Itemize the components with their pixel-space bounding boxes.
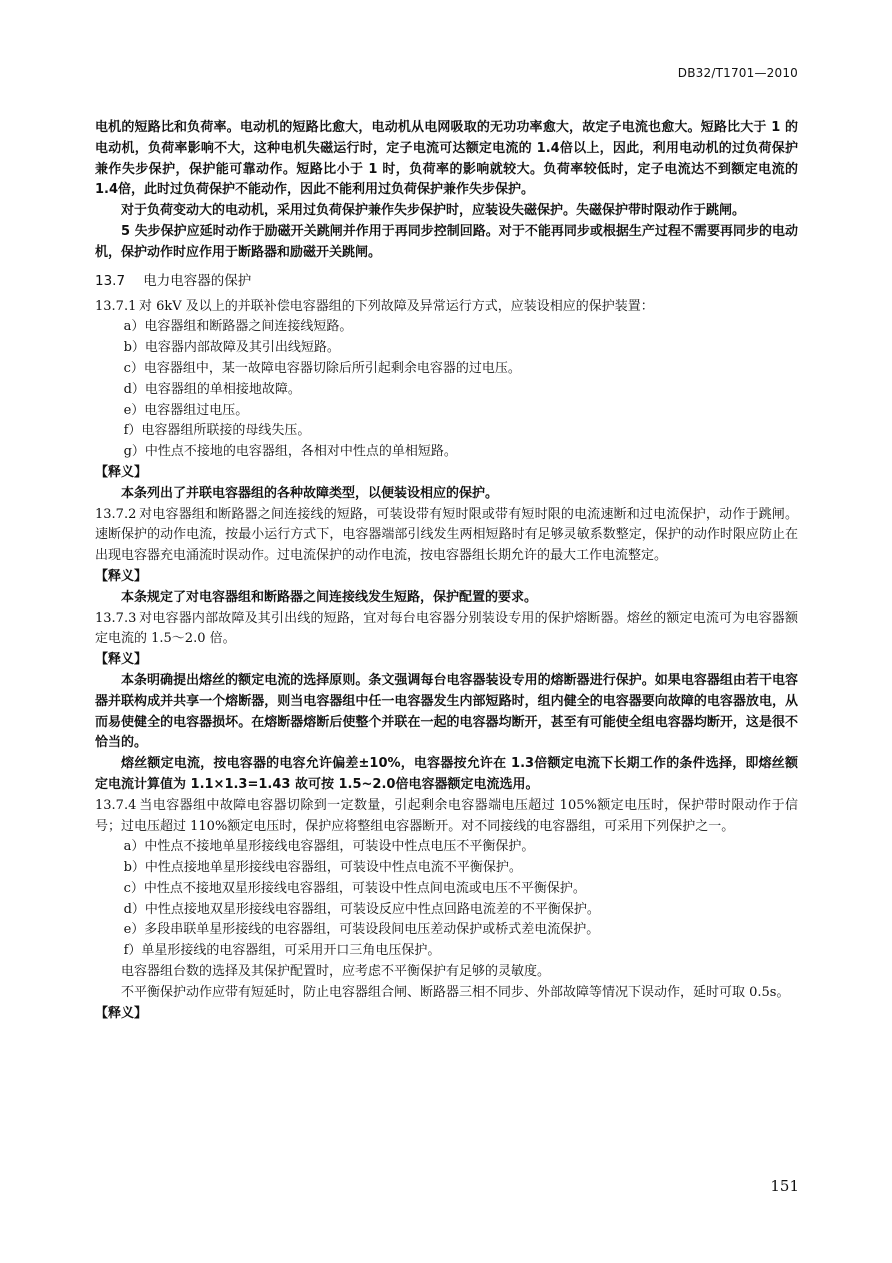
clause-number: 13.7.4 bbox=[95, 797, 137, 813]
explanation-label: 【释义】 bbox=[95, 1005, 148, 1021]
document-id: DB32/T1701—2010 bbox=[677, 66, 798, 80]
clause-13-7-3 bbox=[95, 609, 798, 651]
section-number: 13.7 bbox=[95, 272, 126, 289]
clause-text: 对 6kV 及以上的并联补偿电容器组的下列故障及异常运行方式，应装设相应的保护装置： bbox=[139, 298, 654, 314]
list-item: c）中性点不接地双星形接线电容器组，可装设中性点间电流或电压不平衡保护。 bbox=[123, 880, 586, 896]
page-number: 151 bbox=[770, 1177, 799, 1195]
section-heading bbox=[95, 271, 798, 291]
top-paragraph-1: 电机的短路比和负荷率。电动机的短路比愈大，电动机从电网吸取的无功功率愈大，故定子电流也愈大。短路比大于 1 的电动机，负荷率影响不大，这种电机失磁运行时，定子电流可达额定电流的 1.4倍以上，因此，利用电动机的过负荷保护兼作失步保护，保护能可靠动作。短路比小于 1 时，负荷率的影响就较大。负荷率较低时，定子电流达不到额定电流的 1.4倍，此时过负荷保护不能动作，因此不能利用过负荷保护兼作失步保护。 bbox=[95, 120, 798, 198]
clause-number: 13.7.1 bbox=[95, 298, 137, 314]
clause-13-7-4 bbox=[95, 796, 798, 838]
list-item: b）中性点接地单星形接线电容器组，可装设中性点电流不平衡保护。 bbox=[123, 860, 522, 876]
clause-13-7-4-items bbox=[95, 837, 798, 962]
explanation-label: 【释义】 bbox=[95, 568, 148, 584]
list-item: a）电容器组和断路器之间连接线短路。 bbox=[123, 319, 353, 335]
explanation-label: 【释义】 bbox=[95, 464, 148, 480]
list-item: c）电容器组中，某一故障电容器切除后所引起剩余电容器的过电压。 bbox=[123, 360, 521, 376]
clause-number: 13.7.3 bbox=[95, 610, 137, 626]
clause-text: 对电容器内部故障及其引出线的短路，宜对每台电容器分别装设专用的保护熔断器。熔丝的额定电流可为电容器额定电流的 1.5～2.0 倍。 bbox=[95, 610, 798, 647]
list-item: d）电容器组的单相接地故障。 bbox=[123, 381, 301, 397]
clause-text: 对电容器组和断路器之间连接线的短路，可装设带有短时限或带有短时限的电流速断和过电流保护，动作于跳闸。速断保护的动作电流，按最小运行方式下，电容器端部引线发生两相短路时有足够灵敏系数整定，保护的动作时限应防止在出现电容器充电涌流时误动作。过电流保护的动作电流，按电容器组长期允许的最大工作电流整定。 bbox=[95, 506, 798, 564]
list-item: g）中性点不接地的电容器组，各相对中性点的单相短路。 bbox=[123, 444, 457, 460]
clause-text: 当电容器组中故障电容器切除到一定数量，引起剩余电容器端电压超过 105%额定电压时，保护带时限动作于信号；过电压超过 110%额定电压时，保护应将整组电容器断开。对不同接线的电容器组，可采用下列保护之一。 bbox=[95, 797, 798, 834]
explanation-text: 本条规定了对电容器组和断路器之间连接线发生短路，保护配置的要求。 bbox=[121, 589, 538, 605]
list-item: d）中性点接地双星形接线电容器组，可装设反应中性点回路电流差的不平衡保护。 bbox=[123, 901, 600, 917]
list-item: b）电容器内部故障及其引出线短路。 bbox=[123, 340, 340, 356]
list-item: a）中性点不接地单星形接线电容器组，可装设中性点电压不平衡保护。 bbox=[123, 839, 535, 855]
clause-13-7-2 bbox=[95, 505, 798, 567]
clause-13-7-1-items bbox=[95, 317, 798, 463]
section-title: 电力电容器的保护 bbox=[143, 272, 252, 289]
clause-13-7-1 bbox=[95, 297, 798, 318]
explanation-text-2: 熔丝额定电流，按电容器的电容允许偏差±10%，电容器按允许在 1.3倍额定电流下长期工作的条件选择，即熔丝额定电流计算值为 1.1×1.3=1.43 故可按 1.5~2.0倍电容器额定电流选用。 bbox=[95, 756, 798, 792]
list-item: f）单星形接线的电容器组，可采用开口三角电压保护。 bbox=[123, 943, 441, 959]
top-paragraph-3: 5 失步保护应延时动作于励磁开关跳闸并作用于再同步控制回路。对于不能再同步或根据生产过程不需要再同步的电动机，保护动作时应作用于断路器和励磁开关跳闸。 bbox=[95, 223, 798, 260]
explanation-text-1: 本条明确提出熔丝的额定电流的选择原则。条文强调每台电容器装设专用的熔断器进行保护。如果电容器组由若干电容器并联构成并共享一个熔断器，则当电容器组中任一电容器发生内部短路时，组内健全的电容器要向故障的电容器放电，从而易使健全的电容器损坏。在熔断器熔断后使整个并联在一起的电容器均断开，甚至有可能使全组电容器均断开，这是很不恰当的。 bbox=[95, 672, 798, 751]
document-content bbox=[95, 118, 798, 1024]
explanation-text: 本条列出了并联电容器组的各种故障类型，以便装设相应的保护。 bbox=[121, 485, 499, 501]
clause-paragraph-1: 电容器组台数的选择及其保护配置时，应考虑不平衡保护有足够的灵敏度。 bbox=[121, 964, 551, 980]
list-item: e）多段串联单星形接线的电容器组，可装设段间电压差动保护或桥式差电流保护。 bbox=[123, 922, 600, 938]
explanation-label: 【释义】 bbox=[95, 652, 148, 668]
top-paragraph-2: 对于负荷变动大的电动机，采用过负荷保护兼作失步保护时，应装设失磁保护。失磁保护带时限动作于跳闸。 bbox=[121, 203, 746, 219]
clause-paragraph-2: 不平衡保护动作应带有短延时，防止电容器组合闸、断路器三相不同步、外部故障等情况下误动作，延时可取 0.5s。 bbox=[121, 984, 790, 1000]
list-item: e）电容器组过电压。 bbox=[123, 402, 249, 418]
clause-number: 13.7.2 bbox=[95, 506, 137, 522]
list-item: f）电容器组所联接的母线失压。 bbox=[123, 423, 311, 439]
